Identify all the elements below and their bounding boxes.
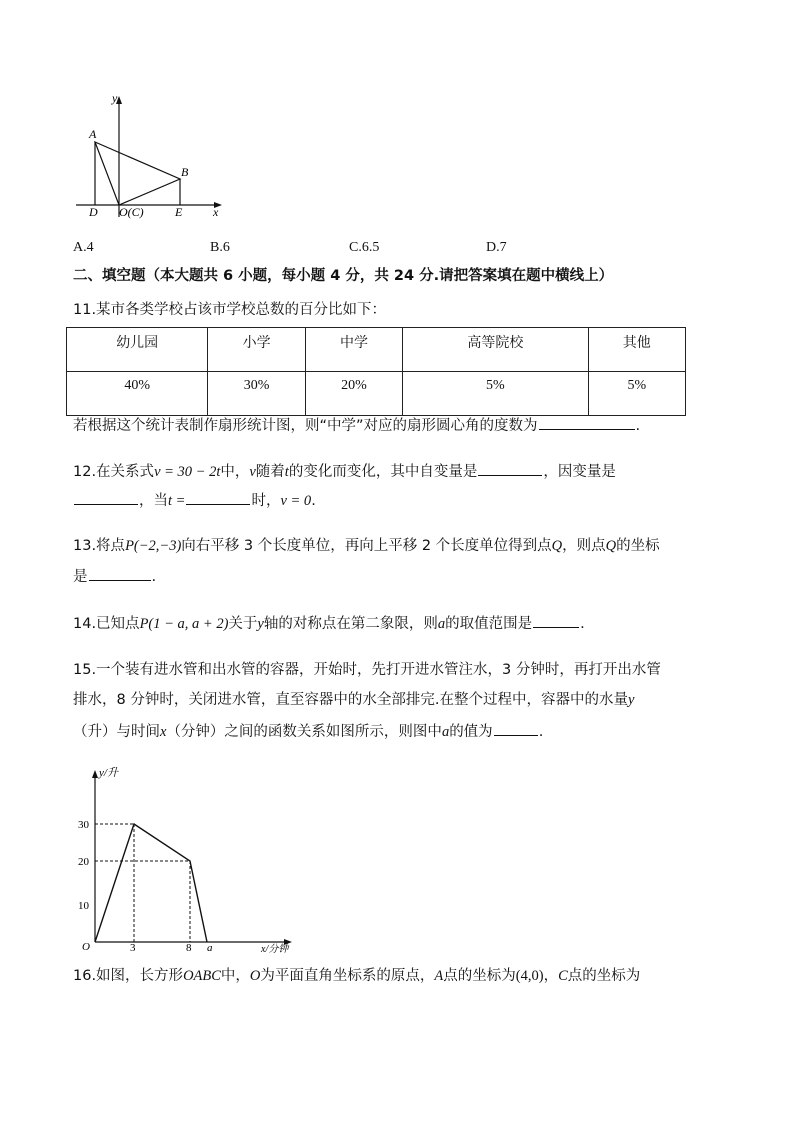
q12-text: 时，: [251, 493, 281, 509]
q12-text: ，当: [139, 493, 168, 509]
table-cell: 5%: [403, 372, 588, 416]
q16-text: 点的坐标为: [567, 968, 641, 984]
answer-blank[interactable]: [533, 613, 579, 628]
q16-rect: OABC: [183, 968, 221, 984]
q13-point: P(−2,−3): [125, 538, 182, 554]
answer-blank[interactable]: [478, 461, 542, 476]
q15-text: 的值为: [449, 724, 493, 740]
q12-line1: [73, 461, 616, 482]
table-header-row: [67, 328, 686, 372]
q12-text: 的变化而变化，其中自变量是: [288, 464, 478, 480]
q16-text: 16.如图，长方形: [73, 968, 184, 984]
percent-table: [66, 327, 686, 416]
q12-text: .: [311, 493, 316, 509]
q12-t-eq: t =: [168, 493, 186, 509]
point-b-label: B: [181, 165, 189, 179]
q12-v-eq: v = 0: [280, 493, 312, 509]
q14-a: a: [437, 616, 446, 632]
table-header-cell: 幼儿园: [67, 328, 208, 372]
option-a[interactable]: A.4: [73, 240, 94, 255]
q13-q: Q: [605, 538, 617, 554]
answer-blank[interactable]: [89, 566, 151, 581]
q15-text: （分钟）之间的函数关系如图所示，则图中: [166, 724, 442, 740]
q16-text: 为平面直角坐标系的原点，: [260, 968, 435, 984]
q12-line2: [73, 490, 316, 511]
q12-text: 12.在关系式: [73, 464, 155, 480]
q16-text: 中，: [220, 968, 250, 984]
q16-o: O: [249, 968, 261, 984]
table-cell: 20%: [305, 372, 402, 416]
q13-text: ，则点: [562, 538, 606, 554]
point-d-label: D: [89, 205, 98, 219]
q14-text: 轴的对称点在第二象限，则: [263, 616, 438, 632]
q14-text: 14.已知点: [73, 616, 140, 632]
q12-var-v: v: [249, 464, 256, 480]
y-tick-20: 20: [78, 856, 89, 868]
x-tick-8: 8: [186, 942, 192, 954]
origin-label: O: [82, 941, 90, 953]
y-label: y: [112, 92, 118, 105]
section-title: 二、填空题（本大题共 6 小题，每小题 4 分，共 24 分.请把答案填在题中横线上）: [73, 268, 614, 284]
q16-text: 点的坐标为: [443, 968, 516, 984]
x-label: x: [213, 205, 219, 219]
q14-point: P(1 − a, a + 2): [139, 616, 229, 632]
y-tick-10: 10: [78, 900, 89, 912]
q15-line1: 15.一个装有进水管和出水管的容器，开始时，先打开进水管注水，3 分钟时，再打开出水管: [73, 662, 661, 678]
table-header-cell: 其他: [588, 328, 685, 372]
q13-q: Q: [551, 538, 563, 554]
x-tick-a: a: [207, 942, 213, 954]
q12-formula: v = 30 − 2t: [154, 464, 221, 480]
q13-text: 的坐标: [616, 538, 660, 554]
table-cell: 30%: [208, 372, 305, 416]
q16-line: [73, 966, 640, 986]
q12-text: ，因变量是: [543, 464, 616, 480]
q14-text: 的取值范围是: [445, 616, 533, 632]
table-header-cell: 中学: [305, 328, 402, 372]
q14-text: 关于: [228, 616, 258, 632]
q15-line2: [73, 690, 634, 710]
q11-tail: 若根据这个统计表制作扇形统计图，则“中学”对应的扇形圆心角的度数为 .: [73, 415, 640, 436]
table-cell: 5%: [588, 372, 685, 416]
point-a-label: A: [89, 127, 97, 141]
point-e-label: E: [175, 205, 183, 219]
q15-x: x: [160, 724, 167, 740]
q12-var-t: t: [284, 464, 289, 480]
q11-tail-text: 若根据这个统计表制作扇形统计图，则“中学”对应的扇形圆心角的度数为: [73, 418, 538, 434]
table-cell: 40%: [67, 372, 208, 416]
q13-text: 是: [73, 569, 88, 585]
q14-y: y: [257, 616, 264, 632]
table-value-row: [67, 372, 686, 416]
q16-c: C: [558, 968, 568, 984]
answer-blank[interactable]: [74, 490, 138, 505]
q15-line3: （升）与时间x（分钟）之间的函数关系如图所示，则图中a的值为 .: [73, 721, 543, 742]
answer-blank[interactable]: [494, 721, 538, 736]
q13-line2: 是 .: [73, 566, 156, 587]
point-o-label: O(C): [119, 205, 144, 219]
q13-text: 向右平移 3 个长度单位，再向上平移 2 个长度单位得到点: [181, 538, 552, 554]
volume-time-graph: [72, 760, 302, 960]
q13-line1: [73, 536, 660, 556]
option-d[interactable]: D.7: [486, 240, 507, 255]
q16-coord: (4,0): [515, 968, 544, 984]
x-tick-3: 3: [130, 942, 136, 954]
table-header-cell: 小学: [208, 328, 305, 372]
y-tick-30: 30: [78, 819, 89, 831]
q16-text: ，: [543, 968, 559, 984]
table-header-cell: 高等院校: [403, 328, 588, 372]
answer-blank[interactable]: [186, 490, 250, 505]
q13-text: 13.将点: [73, 538, 126, 554]
y-axis-label: y/升: [99, 767, 118, 779]
q11-text: 11.某市各类学校占该市学校总数的百分比如下：: [73, 302, 387, 318]
q12-text: 随着: [255, 464, 285, 480]
option-c[interactable]: C.6.5: [349, 240, 380, 255]
q15-text: （升）与时间: [73, 724, 160, 740]
q14-line: 14.已知点P(1 − a, a + 2)关于y轴的对称点在第二象限，则a的取值范围是 .: [73, 613, 585, 634]
x-axis-label: x/分钟: [261, 944, 289, 955]
q15-a: a: [441, 724, 450, 740]
q15-y: y: [627, 692, 635, 708]
option-b[interactable]: B.6: [210, 240, 230, 255]
q12-text: 中，: [220, 464, 250, 480]
answer-blank[interactable]: [539, 415, 635, 430]
triangle-abo: [95, 142, 180, 205]
y-axis-arrow: [92, 770, 98, 778]
q15-text: 排水，8 分钟时，关闭进水管，直至容器中的水全部排完.在整个过程中，容器中的水量: [73, 692, 628, 708]
triangle-figure: [72, 92, 232, 222]
q16-a: A: [434, 968, 444, 984]
